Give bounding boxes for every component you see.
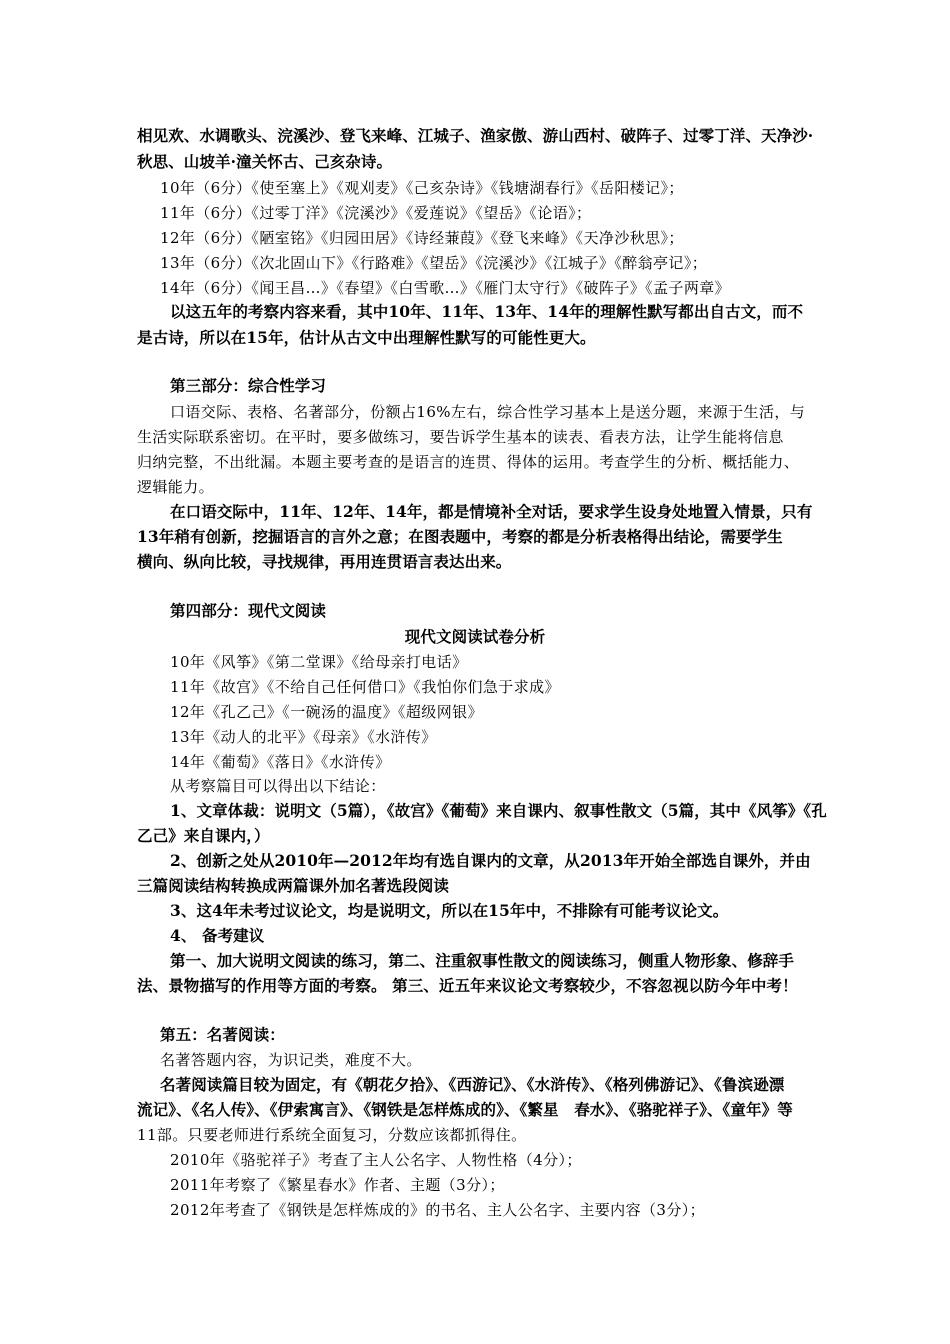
section-3-paragraph-line-3: 归纳完整，不出纰漏。本题主要考查的是语言的连贯、得体的运用。考查学生的分析、概括能力、 bbox=[137, 453, 800, 471]
year-2013-recitation: 13年（6分）《次北固山下》《行路难》《望岳》《浣溪沙》《江城子》《醉翁亭记》； bbox=[160, 254, 708, 272]
classics-list-line-1: 名著阅读篇目较为固定，有《朝花夕拾》、《西游记》、《水浒传》、《格列佛游记》、《鲁滨逊漂 bbox=[160, 1075, 785, 1094]
section-5-intro: 名著答题内容，为识记类，难度不大。 bbox=[160, 1051, 422, 1069]
preparation-line-1: 第一、加大说明文阅读的练习，第二、注重叙事性散文的阅读练习，侧重人物形象、修辞手 bbox=[170, 951, 795, 970]
recitation-conclusion-line-1: 以这五年的考察内容来看，其中10年、11年、13年、14年的理解性默写都出自古文，而不 bbox=[170, 302, 804, 321]
section-3-paragraph-line-4: 逻辑能力。 bbox=[137, 478, 215, 496]
section-4-heading: 第四部分：现代文阅读 bbox=[170, 601, 327, 620]
reading-conclusion-intro: 从考察篇目可以得出以下结论： bbox=[170, 777, 386, 795]
classics-2012: 2012年考查了《钢铁是怎样炼成的》的书名、主人公名字、主要内容（3分）； bbox=[170, 1201, 706, 1219]
reading-2014: 14年《葡萄》《落日》《水浒传》 bbox=[170, 753, 391, 771]
section-3-paragraph-line-1: 口语交际、表格、名著部分，份额占16%左右，综合性学习基本上是送分题，来源于生活，与 bbox=[170, 403, 806, 421]
year-2014-recitation: 14年（6分）《闻王昌…》《春望》《白雪歌…》《雁门太守行》《破阵子》《孟子两章》 bbox=[160, 279, 731, 297]
poem-list-line-1: 相见欢、水调歌头、浣溪沙、登飞来峰、江城子、渔家傲、游山西村、破阵子、过零丁洋、天净沙· bbox=[137, 126, 814, 145]
year-2010-recitation: 10年（6分）《使至塞上》《观刈麦》《己亥杂诗》《钱塘湖春行》《岳阳楼记》； bbox=[160, 179, 684, 197]
classics-2010: 2010年《骆驼祥子》考查了主人公名字、人物性格（4分）； bbox=[170, 1151, 582, 1169]
section-3-analysis-line-1: 在口语交际中，11年、12年、14年，都是情境补全对话，要求学生设身处地置入情景，只有 bbox=[170, 502, 813, 521]
recitation-conclusion-line-2: 是古诗，所以在15年，估计从古文中出理解性默写的可能性更大。 bbox=[137, 328, 596, 347]
conclusion-1-line-2: 乙己》来自课内，） bbox=[137, 826, 270, 845]
conclusion-2-line-2: 三篇阅读结构转换成两篇课外加名著选段阅读 bbox=[137, 876, 450, 895]
section-3-paragraph-line-2: 生活实际联系密切。在平时，要多做练习，要告诉学生基本的读表、看表方法，让学生能将信息 bbox=[137, 428, 784, 446]
reading-2012: 12年《孔乙己》《一碗汤的温度》《超级网银》 bbox=[170, 703, 483, 721]
conclusion-3: 3、这4年未考过议论文，均是说明文，所以在15年中，不排除有可能考议论文。 bbox=[170, 901, 729, 920]
reading-2010: 10年《风筝》《第二堂课》《给母亲打电话》 bbox=[170, 653, 468, 671]
conclusion-1-line-1: 1、文章体裁：说明文（5篇），《故宫》《葡萄》来自课内、叙事性散文（5篇，其中《风筝》《孔 bbox=[170, 801, 827, 820]
classics-list-line-3: 11部。只要老师进行系统全面复习，分数应该都抓得住。 bbox=[137, 1126, 527, 1144]
year-2012-recitation: 12年（6分）《陋室铭》《归园田居》《诗经蒹葭》《登飞来峰》《天净沙秋思》； bbox=[160, 229, 684, 247]
preparation-heading: 4、 备考建议 bbox=[170, 926, 265, 945]
reading-2013: 13年《动人的北平》《母亲》《水浒传》 bbox=[170, 728, 437, 746]
section-4-subtitle: 现代文阅读试卷分析 bbox=[404, 627, 546, 646]
section-3-analysis-line-2: 13年稍有创新，挖掘语言的言外之意；在图表题中，考察的都是分析表格得出结论，需要学生 bbox=[137, 527, 783, 546]
conclusion-2-line-1: 2、创新之处从2010年—2012年均有选自课内的文章，从2013年开始全部选自课外，并由 bbox=[170, 851, 811, 870]
section-3-analysis-line-3: 横向、纵向比较，寻找规律，再用连贯语言表达出来。 bbox=[137, 552, 512, 571]
section-3-heading: 第三部分：综合性学习 bbox=[170, 376, 327, 395]
classics-list-line-2: 流记》、《名人传》、《伊索寓言》、《钢铁是怎样炼成的》、《繁星 春水》、《骆驼祥子》、《童年》等 bbox=[137, 1100, 793, 1119]
preparation-line-2: 法、景物描写的作用等方面的考察。 第三、近五年来议论文考察较少，不容忽视以防今年中考！ bbox=[137, 976, 798, 995]
year-2011-recitation: 11年（6分）《过零丁洋》《浣溪沙》《爱莲说》《望岳》《论语》； bbox=[160, 204, 592, 222]
section-5-heading: 第五：名著阅读： bbox=[160, 1025, 285, 1044]
classics-2011: 2011年考察了《繁星春水》作者、主题（3分）； bbox=[170, 1176, 505, 1194]
reading-2011: 11年《故宫》《不给自己任何借口》《我怕你们急于求成》 bbox=[170, 678, 560, 696]
poem-list-line-2: 秋思、山坡羊·潼关怀古、己亥杂诗。 bbox=[137, 152, 393, 171]
